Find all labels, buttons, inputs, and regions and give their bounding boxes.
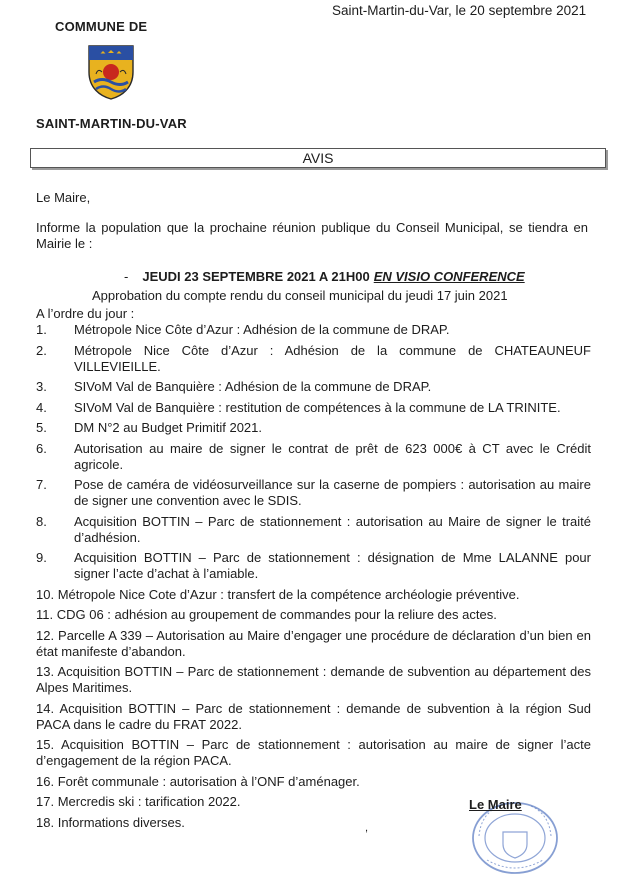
agenda-item: 5. DM N°2 au Budget Primitif 2021.: [36, 420, 263, 435]
agenda-list: [36, 322, 591, 835]
agenda-item: 18. Informations diverses.: [36, 814, 185, 830]
agenda-item: 11. CDG 06 : adhésion au groupement de commandes pour la reliure des actes.: [36, 607, 497, 622]
meeting-line: [124, 269, 525, 284]
agenda-item: 15. Acquisition BOTTIN – Parc de stationnement : autorisation au maire de signer l’acte d’engagement de la région PACA.: [36, 737, 591, 768]
agenda-item: 2. Métropole Nice Côte d’Azur : Adhésion de la commune de CHATEAUNEUF VILLEVIEILLE.: [36, 342, 591, 374]
agenda-item: 12. Parcelle A 339 – Autorisation au Maire d’engager une procédure de déclaration d’un bien en état manifeste d’abandon.: [36, 627, 591, 659]
meeting-dash: -: [124, 269, 129, 284]
intro-paragraph: Informe la population que la prochaine réunion publique du Conseil Municipal, se tiendra en Mairie le :: [36, 220, 588, 251]
town-name: SAINT-MARTIN-DU-VAR: [36, 116, 187, 131]
date-line: Saint-Martin-du-Var, le 20 septembre 2021: [332, 3, 587, 18]
notice-title: AVIS: [302, 150, 334, 166]
agenda-item: 17. Mercredis ski : tarification 2022.: [36, 794, 241, 809]
agenda-label: A l’ordre du jour :: [36, 306, 135, 321]
agenda-item: 4. SIVoM Val de Banquière : restitution de compétences à la commune de LA TRINITE.: [36, 399, 561, 415]
mayor-signature-label: Le Maire: [469, 797, 522, 812]
agenda-item: 6. Autorisation au maire de signer le contrat de prêt de 623 000€ à CT avec le Crédit agricole.: [36, 440, 591, 472]
agenda-item: 3. SIVoM Val de Banquière : Adhésion de la commune de DRAP.: [36, 379, 432, 394]
agenda-item: 1. Métropole Nice Côte d’Azur : Adhésion de la commune de DRAP.: [36, 322, 450, 337]
agenda-item: 10. Métropole Nice Cote d’Azur : transfert de la compétence archéologie préventive.: [36, 586, 520, 602]
agenda-item: 7. Pose de caméra de vidéosurveillance sur la caserne de pompiers : autorisation au maire de signer une convention avec le SDIS.: [36, 477, 591, 508]
notice-title-box: [30, 148, 606, 168]
agenda-item: 14. Acquisition BOTTIN – Parc de stationnement : demande de subvention à la région Sud PACA dans le cadre du FRAT 2022.: [36, 700, 591, 732]
salutation: Le Maire,: [36, 190, 91, 205]
stray-mark: ,: [365, 822, 369, 834]
agenda-item: 9. Acquisition BOTTIN – Parc de stationnement : désignation de Mme LALANNE pour signer l’acte d’achat à l’amiable.: [36, 550, 591, 581]
agenda-item: 16. Forêt communale : autorisation à l’ONF d’aménager.: [36, 773, 360, 789]
agenda-item: 13. Acquisition BOTTIN – Parc de stationnement : demande de subvention au département des Alpes Maritimes.: [36, 664, 591, 695]
commune-label: COMMUNE DE: [55, 19, 148, 34]
agenda-item: 8. Acquisition BOTTIN – Parc de stationnement : autorisation au Maire de signer le traité d’adhésion.: [36, 513, 591, 545]
meeting-mode: EN VISIO CONFERENCE: [373, 269, 525, 284]
meeting-date-time: JEUDI 23 SEPTEMBRE 2021 A 21H00: [142, 269, 370, 284]
approval-line: Approbation du compte rendu du conseil municipal du jeudi 17 juin 2021: [92, 288, 508, 303]
coat-of-arms-icon: [86, 44, 136, 100]
